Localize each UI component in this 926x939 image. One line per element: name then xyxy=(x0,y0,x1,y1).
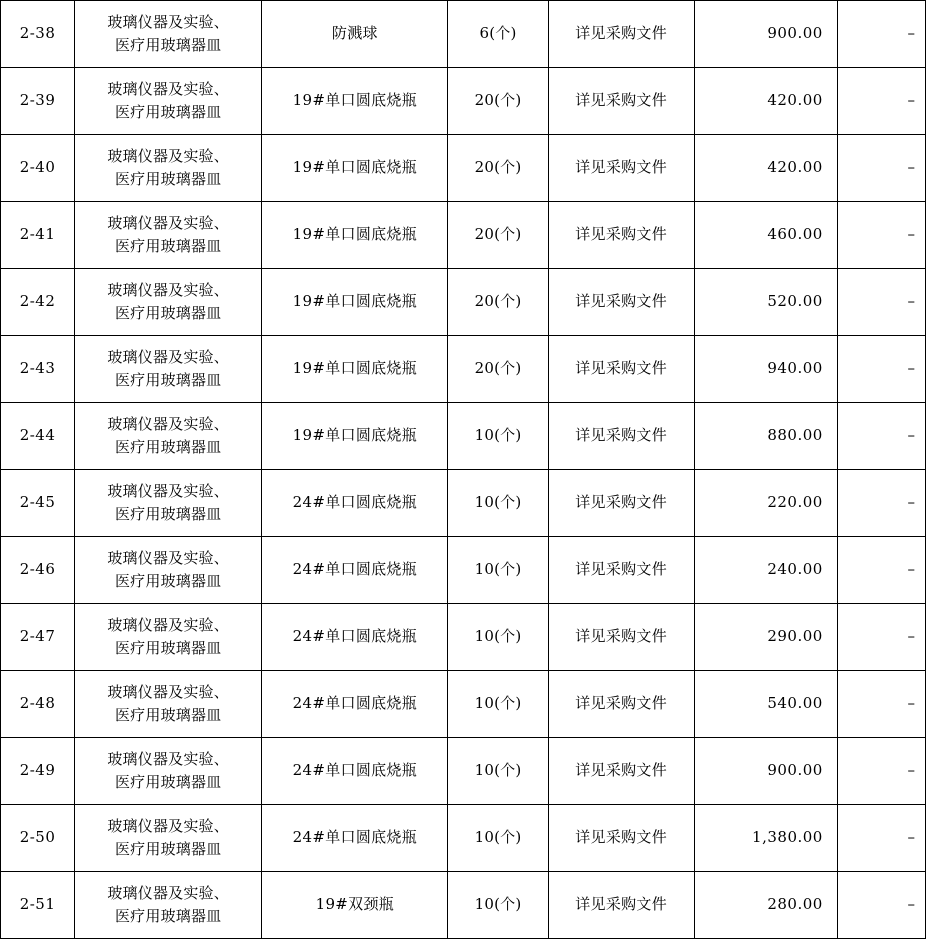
item-name-cell xyxy=(262,537,448,604)
item-spec: 详见采购文件 xyxy=(575,24,668,43)
item-category-cell xyxy=(75,68,262,135)
item-number-cell xyxy=(1,470,75,537)
item-category-cell xyxy=(75,403,262,470)
item-quantity: 10(个) xyxy=(474,560,522,579)
item-name: 24#单口圆底烧瓶 xyxy=(292,560,418,579)
item-spec: 详见采购文件 xyxy=(575,225,668,244)
item-category xyxy=(75,344,261,395)
item-category xyxy=(75,143,261,194)
item-number-cell xyxy=(1,202,75,269)
item-remark-cell xyxy=(837,135,925,202)
item-category-cell xyxy=(75,604,262,671)
table-row xyxy=(1,202,926,269)
item-quantity: 10(个) xyxy=(474,493,522,512)
item-category xyxy=(75,813,261,864)
item-number: 2-42 xyxy=(19,292,56,311)
table-row xyxy=(1,269,926,336)
item-name: 24#单口圆底烧瓶 xyxy=(292,493,418,512)
item-spec-cell xyxy=(548,872,694,939)
item-price-cell xyxy=(694,537,837,604)
item-quantity-cell xyxy=(448,537,548,604)
item-number-cell xyxy=(1,671,75,738)
item-price-cell xyxy=(694,604,837,671)
item-remark: – xyxy=(907,493,915,512)
table-row xyxy=(1,872,926,939)
item-remark: – xyxy=(907,158,915,177)
item-quantity-cell xyxy=(448,671,548,738)
item-name-cell xyxy=(262,269,448,336)
item-price: 540.00 xyxy=(767,694,823,713)
table-body xyxy=(1,1,926,939)
item-name: 19#单口圆底烧瓶 xyxy=(292,426,418,445)
item-quantity: 20(个) xyxy=(474,359,522,378)
item-category-cell xyxy=(75,202,262,269)
item-remark: – xyxy=(907,24,915,43)
item-category xyxy=(75,478,261,529)
item-spec-cell xyxy=(548,269,694,336)
item-price: 900.00 xyxy=(767,24,823,43)
item-category-line-2: 医疗用玻璃器皿 xyxy=(114,438,222,456)
item-quantity: 10(个) xyxy=(474,627,522,646)
item-remark-cell xyxy=(837,671,925,738)
item-quantity-cell xyxy=(448,202,548,269)
item-quantity: 10(个) xyxy=(474,828,522,847)
item-category-line-1: 玻璃仪器及实验、 xyxy=(107,548,229,567)
item-remark-cell xyxy=(837,403,925,470)
item-remark: – xyxy=(907,91,915,110)
item-quantity: 10(个) xyxy=(474,895,522,914)
item-spec-cell xyxy=(548,604,694,671)
item-name-cell xyxy=(262,671,448,738)
item-quantity: 10(个) xyxy=(474,761,522,780)
item-quantity-cell xyxy=(448,135,548,202)
item-number: 2-38 xyxy=(19,24,56,43)
item-name-cell xyxy=(262,872,448,939)
item-number-cell xyxy=(1,336,75,403)
item-name: 19#单口圆底烧瓶 xyxy=(292,158,418,177)
item-remark-cell xyxy=(837,336,925,403)
item-price-cell xyxy=(694,1,837,68)
table-row xyxy=(1,604,926,671)
item-name: 24#单口圆底烧瓶 xyxy=(292,694,418,713)
table-row xyxy=(1,68,926,135)
item-quantity-cell xyxy=(448,805,548,872)
item-quantity-cell xyxy=(448,336,548,403)
item-price-cell xyxy=(694,68,837,135)
item-name: 19#双颈瓶 xyxy=(315,895,395,914)
item-category-line-2: 医疗用玻璃器皿 xyxy=(114,371,222,389)
item-category-line-2: 医疗用玻璃器皿 xyxy=(114,907,222,925)
item-category xyxy=(75,746,261,797)
item-category-line-2: 医疗用玻璃器皿 xyxy=(114,170,222,188)
item-category-cell xyxy=(75,1,262,68)
item-quantity-cell xyxy=(448,269,548,336)
item-price: 940.00 xyxy=(767,359,823,378)
table-row xyxy=(1,135,926,202)
item-quantity: 20(个) xyxy=(474,225,522,244)
item-category xyxy=(75,277,261,328)
item-price-cell xyxy=(694,403,837,470)
item-quantity-cell xyxy=(448,470,548,537)
table-row xyxy=(1,470,926,537)
item-category xyxy=(75,880,261,931)
item-name-cell xyxy=(262,470,448,537)
item-number: 2-44 xyxy=(19,426,56,445)
table-row xyxy=(1,403,926,470)
item-category-line-2: 医疗用玻璃器皿 xyxy=(114,304,222,322)
item-number: 2-47 xyxy=(19,627,56,646)
item-category xyxy=(75,679,261,730)
item-price: 220.00 xyxy=(767,493,823,512)
item-spec: 详见采购文件 xyxy=(575,426,668,445)
item-number: 2-46 xyxy=(19,560,56,579)
item-category-line-1: 玻璃仪器及实验、 xyxy=(107,280,229,299)
item-spec: 详见采购文件 xyxy=(575,493,668,512)
item-remark-cell xyxy=(837,269,925,336)
item-name: 19#单口圆底烧瓶 xyxy=(292,91,418,110)
item-spec-cell xyxy=(548,537,694,604)
item-category-line-2: 医疗用玻璃器皿 xyxy=(114,572,222,590)
item-spec: 详见采购文件 xyxy=(575,761,668,780)
item-price: 520.00 xyxy=(767,292,823,311)
item-category-line-1: 玻璃仪器及实验、 xyxy=(107,883,229,902)
item-number-cell xyxy=(1,135,75,202)
item-category-line-2: 医疗用玻璃器皿 xyxy=(114,36,222,54)
item-name: 防溅球 xyxy=(331,24,378,43)
item-number-cell xyxy=(1,1,75,68)
item-category-line-1: 玻璃仪器及实验、 xyxy=(107,682,229,701)
table-row xyxy=(1,738,926,805)
item-spec-cell xyxy=(548,671,694,738)
item-category-line-2: 医疗用玻璃器皿 xyxy=(114,773,222,791)
item-spec-cell xyxy=(548,202,694,269)
item-category xyxy=(75,612,261,663)
item-category-line-2: 医疗用玻璃器皿 xyxy=(114,840,222,858)
item-spec-cell xyxy=(548,805,694,872)
item-spec: 详见采购文件 xyxy=(575,91,668,110)
item-name-cell xyxy=(262,135,448,202)
item-remark-cell xyxy=(837,872,925,939)
item-spec-cell xyxy=(548,470,694,537)
item-name: 19#单口圆底烧瓶 xyxy=(292,292,418,311)
item-remark-cell xyxy=(837,738,925,805)
item-name: 24#单口圆底烧瓶 xyxy=(292,828,418,847)
item-quantity: 6(个) xyxy=(479,24,517,43)
item-category-line-1: 玻璃仪器及实验、 xyxy=(107,12,229,31)
item-quantity: 20(个) xyxy=(474,292,522,311)
item-name: 19#单口圆底烧瓶 xyxy=(292,359,418,378)
item-number: 2-43 xyxy=(19,359,56,378)
item-remark: – xyxy=(907,627,915,646)
table-row xyxy=(1,537,926,604)
item-name: 19#单口圆底烧瓶 xyxy=(292,225,418,244)
item-category-cell xyxy=(75,135,262,202)
item-category-line-1: 玻璃仪器及实验、 xyxy=(107,749,229,768)
item-name: 24#单口圆底烧瓶 xyxy=(292,761,418,780)
item-quantity-cell xyxy=(448,604,548,671)
item-number: 2-39 xyxy=(19,91,56,110)
item-remark: – xyxy=(907,761,915,780)
item-price-cell xyxy=(694,269,837,336)
item-category xyxy=(75,411,261,462)
item-quantity-cell xyxy=(448,68,548,135)
item-category xyxy=(75,9,261,60)
item-number: 2-41 xyxy=(19,225,56,244)
item-number-cell xyxy=(1,604,75,671)
item-name: 24#单口圆底烧瓶 xyxy=(292,627,418,646)
item-quantity: 10(个) xyxy=(474,694,522,713)
item-quantity-cell xyxy=(448,1,548,68)
item-number: 2-51 xyxy=(19,895,56,914)
item-spec-cell xyxy=(548,403,694,470)
item-price-cell xyxy=(694,805,837,872)
item-category-line-1: 玻璃仪器及实验、 xyxy=(107,213,229,232)
item-price-cell xyxy=(694,671,837,738)
item-spec: 详见采购文件 xyxy=(575,292,668,311)
item-name-cell xyxy=(262,738,448,805)
item-quantity: 20(个) xyxy=(474,158,522,177)
item-category-line-1: 玻璃仪器及实验、 xyxy=(107,615,229,634)
item-spec-cell xyxy=(548,135,694,202)
item-remark: – xyxy=(907,560,915,579)
item-category-cell xyxy=(75,470,262,537)
item-price-cell xyxy=(694,135,837,202)
item-name-cell xyxy=(262,68,448,135)
item-remark-cell xyxy=(837,604,925,671)
item-remark-cell xyxy=(837,805,925,872)
item-remark: – xyxy=(907,225,915,244)
item-remark: – xyxy=(907,292,915,311)
item-name-cell xyxy=(262,1,448,68)
item-price-cell xyxy=(694,872,837,939)
item-remark: – xyxy=(907,359,915,378)
item-category-cell xyxy=(75,671,262,738)
item-remark: – xyxy=(907,426,915,445)
item-spec: 详见采购文件 xyxy=(575,895,668,914)
item-name-cell xyxy=(262,336,448,403)
item-remark: – xyxy=(907,895,915,914)
item-remark-cell xyxy=(837,470,925,537)
item-price: 900.00 xyxy=(767,761,823,780)
item-price-cell xyxy=(694,336,837,403)
item-category-cell xyxy=(75,269,262,336)
item-price: 420.00 xyxy=(767,91,823,110)
item-price-cell xyxy=(694,738,837,805)
item-name-cell xyxy=(262,805,448,872)
item-price: 240.00 xyxy=(767,560,823,579)
item-number: 2-40 xyxy=(19,158,56,177)
item-price: 1,380.00 xyxy=(752,828,823,847)
item-spec-cell xyxy=(548,68,694,135)
item-category-line-2: 医疗用玻璃器皿 xyxy=(114,639,222,657)
item-category xyxy=(75,545,261,596)
item-name-cell xyxy=(262,403,448,470)
item-category xyxy=(75,210,261,261)
item-number: 2-49 xyxy=(19,761,56,780)
table-row xyxy=(1,671,926,738)
item-price-cell xyxy=(694,470,837,537)
table-row xyxy=(1,336,926,403)
item-spec-cell xyxy=(548,1,694,68)
item-price: 420.00 xyxy=(767,158,823,177)
item-remark-cell xyxy=(837,202,925,269)
item-number: 2-45 xyxy=(19,493,56,512)
item-quantity-cell xyxy=(448,872,548,939)
item-category-line-2: 医疗用玻璃器皿 xyxy=(114,103,222,121)
item-category-line-1: 玻璃仪器及实验、 xyxy=(107,79,229,98)
item-number-cell xyxy=(1,738,75,805)
item-spec-cell xyxy=(548,336,694,403)
item-number: 2-48 xyxy=(19,694,56,713)
item-category-line-1: 玻璃仪器及实验、 xyxy=(107,414,229,433)
item-remark-cell xyxy=(837,537,925,604)
item-category xyxy=(75,76,261,127)
item-number: 2-50 xyxy=(19,828,56,847)
item-name-cell xyxy=(262,202,448,269)
item-number-cell xyxy=(1,68,75,135)
item-category-line-1: 玻璃仪器及实验、 xyxy=(107,481,229,500)
item-spec: 详见采购文件 xyxy=(575,158,668,177)
item-name-cell xyxy=(262,604,448,671)
item-price: 880.00 xyxy=(767,426,823,445)
item-number-cell xyxy=(1,537,75,604)
item-price-cell xyxy=(694,202,837,269)
item-number-cell xyxy=(1,805,75,872)
item-category-cell xyxy=(75,805,262,872)
item-quantity-cell xyxy=(448,738,548,805)
item-number-cell xyxy=(1,872,75,939)
item-number-cell xyxy=(1,269,75,336)
item-number-cell xyxy=(1,403,75,470)
item-remark: – xyxy=(907,694,915,713)
item-quantity: 20(个) xyxy=(474,91,522,110)
item-category-line-1: 玻璃仪器及实验、 xyxy=(107,347,229,366)
item-category-line-2: 医疗用玻璃器皿 xyxy=(114,505,222,523)
item-price: 290.00 xyxy=(767,627,823,646)
item-spec: 详见采购文件 xyxy=(575,359,668,378)
item-spec: 详见采购文件 xyxy=(575,627,668,646)
item-price: 280.00 xyxy=(767,895,823,914)
item-category-cell xyxy=(75,872,262,939)
item-quantity: 10(个) xyxy=(474,426,522,445)
item-remark-cell xyxy=(837,1,925,68)
item-remark: – xyxy=(907,828,915,847)
item-category-cell xyxy=(75,336,262,403)
item-category-line-1: 玻璃仪器及实验、 xyxy=(107,816,229,835)
item-price: 460.00 xyxy=(767,225,823,244)
table-row xyxy=(1,1,926,68)
item-spec: 详见采购文件 xyxy=(575,694,668,713)
item-category-line-2: 医疗用玻璃器皿 xyxy=(114,237,222,255)
item-remark-cell xyxy=(837,68,925,135)
item-category-cell xyxy=(75,537,262,604)
item-spec: 详见采购文件 xyxy=(575,828,668,847)
item-category-cell xyxy=(75,738,262,805)
item-category-line-2: 医疗用玻璃器皿 xyxy=(114,706,222,724)
item-spec: 详见采购文件 xyxy=(575,560,668,579)
item-quantity-cell xyxy=(448,403,548,470)
item-category-line-1: 玻璃仪器及实验、 xyxy=(107,146,229,165)
item-spec-cell xyxy=(548,738,694,805)
table-row xyxy=(1,805,926,872)
